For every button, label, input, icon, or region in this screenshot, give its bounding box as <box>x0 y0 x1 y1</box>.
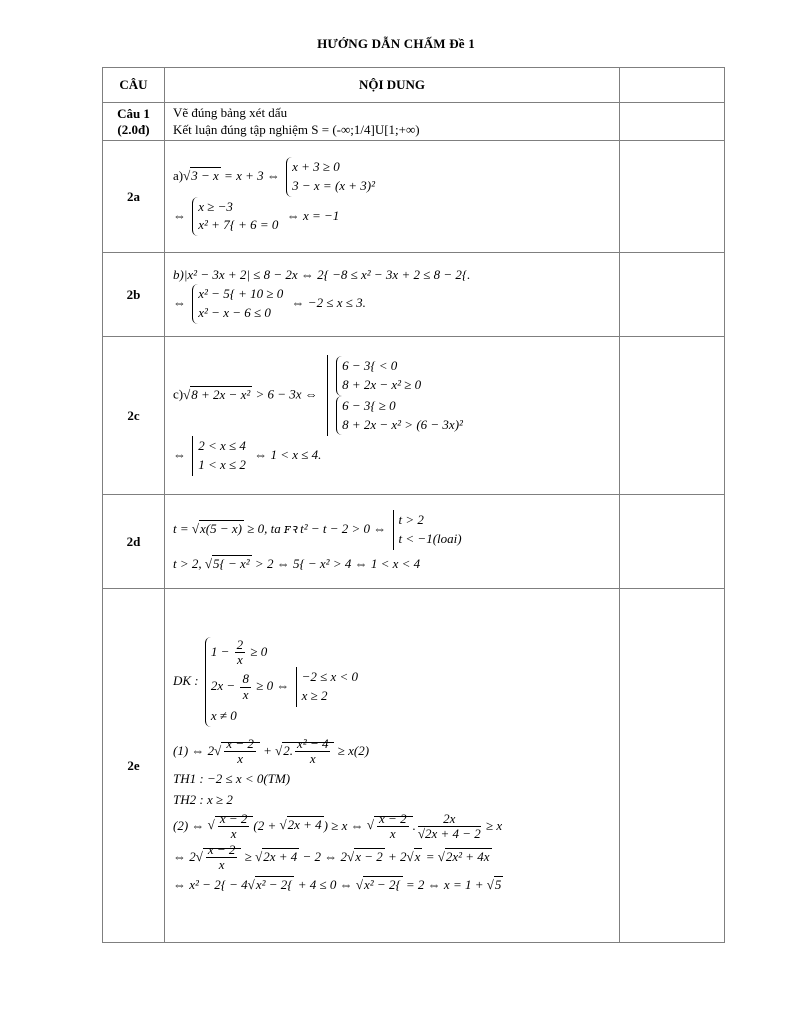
math-text: a) <box>173 167 184 183</box>
system-line: x ≠ 0 <box>210 708 237 724</box>
fraction <box>295 737 330 767</box>
equation-union <box>393 510 464 550</box>
system-line: 8 + 2x − x² > (6 − 3x)² <box>342 416 463 432</box>
math-text: ≥ x(2) <box>334 742 370 758</box>
sqrt-sign <box>407 849 414 864</box>
system-line: x ≥ 2 <box>301 688 328 704</box>
math-line: TH2 : x ≥ 2 <box>173 792 233 808</box>
math-line <box>173 436 619 476</box>
points-cell <box>620 589 725 943</box>
math-text: (2) ⇔ <box>173 817 208 833</box>
system-line <box>211 638 363 668</box>
table-row <box>103 495 725 589</box>
math-text: − 2 ⇔ 2 <box>299 848 348 864</box>
points-cell <box>620 337 725 495</box>
numerator: x − 2 <box>226 735 254 751</box>
system-line: 6 − 3{ < 0 <box>342 357 398 373</box>
radicand: x² − 2{ <box>364 876 401 892</box>
denominator: x <box>309 751 316 767</box>
denominator: x <box>389 825 396 841</box>
table-row <box>103 589 725 943</box>
radicand <box>203 842 242 873</box>
radicand <box>215 810 254 841</box>
system-line: 1 < x ≤ 2 <box>198 457 246 473</box>
math-text: + 2 <box>384 848 407 864</box>
math-text: (2 + <box>253 817 280 833</box>
math-text: ≥ 0 ⇔ <box>256 678 290 694</box>
math-text: ≥ <box>241 848 256 864</box>
denominator: x <box>218 857 225 873</box>
system-line <box>211 667 363 707</box>
content-line: Vẽ đúng bảng xét dấu <box>173 104 288 120</box>
system-line: x ≥ −3 <box>198 198 233 214</box>
math-line <box>173 737 619 767</box>
math-text: ⇔ −2 ≤ x ≤ 3. <box>291 295 366 311</box>
math-line <box>173 554 619 574</box>
table-row <box>103 337 725 495</box>
fraction <box>377 812 409 842</box>
radicand: 5{ − x² <box>213 555 250 571</box>
question-label: 2e <box>103 589 165 943</box>
fraction <box>235 638 246 668</box>
system-line: x² + 7{ + 6 = 0 <box>198 217 279 233</box>
system-line: x + 3 ≥ 0 <box>292 158 340 174</box>
sqrt-sign <box>208 817 215 832</box>
equation-system <box>205 637 365 727</box>
math-text: ⇔ 1 < x ≤ 4. <box>254 447 322 463</box>
math-text: ⇔ <box>173 207 186 223</box>
math-line <box>173 355 619 436</box>
math-text: 1 − <box>210 643 230 659</box>
math-text: ⇔ 2 <box>173 848 196 864</box>
math-text: t > 2, <box>173 555 205 571</box>
math-line: TH1 : −2 ≤ x < 0(TM) <box>173 770 291 786</box>
math-line: b)|x² − 3x + 2| ≤ 8 − 2x ⇔ 2{ −8 ≤ x² − 3x + 2 ≤ 8 − 2{. <box>173 266 471 282</box>
math-text: (1) ⇔ 2 <box>173 742 215 758</box>
equation-system <box>336 356 465 396</box>
grading-table <box>102 67 725 943</box>
question-content <box>165 589 620 943</box>
question-label: 2b <box>103 253 165 337</box>
math-text: > 6 − 3x ⇔ <box>252 386 318 402</box>
math-text: ≥ x <box>482 817 503 833</box>
radicand: x(5 − x) <box>200 520 243 536</box>
question-content <box>165 337 620 495</box>
math-text: = x + 3 ⇔ <box>220 167 280 183</box>
radicand <box>374 810 413 841</box>
math-line <box>173 875 619 895</box>
equation-union <box>327 355 470 436</box>
table-row <box>103 103 725 141</box>
fraction <box>206 843 238 873</box>
question-label <box>103 103 165 141</box>
math-line <box>173 637 619 727</box>
sqrt-sign <box>205 556 212 571</box>
equation-union <box>192 436 248 476</box>
math-line <box>173 284 619 324</box>
math-text: DK : <box>173 672 199 688</box>
sqrt-sign <box>279 817 286 832</box>
radicand: 3 − x <box>191 167 219 183</box>
system-line: −2 ≤ x < 0 <box>301 669 359 685</box>
equation-union <box>296 667 360 707</box>
points-cell <box>620 141 725 253</box>
sqrt-sign <box>367 817 374 832</box>
numerator: 8 <box>242 671 249 687</box>
math-text: t = <box>173 520 192 536</box>
sqrt-sign <box>192 521 199 536</box>
question-label: 2c <box>103 337 165 495</box>
system-line: x² − x − 6 ≤ 0 <box>198 305 271 321</box>
question-points: (2.0đ) <box>117 121 150 137</box>
system-line: 3 − x = (x + 3)² <box>292 177 376 193</box>
table-row <box>103 253 725 337</box>
equation-system <box>192 197 280 237</box>
math-text: 2. <box>283 742 294 758</box>
radicand: 2x² + 4x <box>445 848 490 864</box>
numerator: 2 <box>236 636 244 652</box>
points-cell <box>620 495 725 589</box>
content-line: Kết luận đúng tập nghiệm S = (-∞;1/4]U[1;+∞) <box>173 121 420 137</box>
radicand: x² − 2{ <box>255 876 293 892</box>
system-line: t < −1(loai) <box>398 530 462 546</box>
fraction <box>218 812 250 842</box>
sqrt-sign <box>487 877 494 892</box>
equation-system <box>286 157 377 197</box>
table-header-row <box>103 68 725 103</box>
math-text: ⇔ <box>173 447 186 463</box>
denominator: x <box>242 686 249 702</box>
radicand <box>282 735 334 767</box>
math-text: ≥ 0 <box>250 643 268 659</box>
header-question: CÂU <box>103 68 165 103</box>
math-text: + <box>259 742 276 758</box>
denominator: x <box>237 652 243 668</box>
question-label: 2d <box>103 495 165 589</box>
page-title: HƯỚNG DẪN CHẤM Đề 1 <box>317 36 475 51</box>
system-line: 8 + 2x − x² ≥ 0 <box>342 376 422 392</box>
radicand: x <box>414 848 421 864</box>
points-cell <box>620 103 725 141</box>
numerator: x − 2 <box>219 810 248 826</box>
math-text: = 2 ⇔ x = 1 + <box>402 876 487 892</box>
math-text: . <box>412 817 416 833</box>
math-text: + 4 ≤ 0 ⇔ <box>294 876 356 892</box>
radicand: 5 <box>494 876 502 892</box>
math-text: > 2 ⇔ 5{ − x² > 4 ⇔ 1 < x < 4 <box>251 555 421 571</box>
math-text: ⇔ x = −1 <box>286 207 340 223</box>
question-label: 2a <box>103 141 165 253</box>
math-line <box>173 197 619 237</box>
equation-system <box>192 284 285 324</box>
fraction <box>224 737 256 767</box>
denominator: √2x + 4 − 2 <box>417 825 481 841</box>
math-line <box>173 157 619 197</box>
math-text: = <box>422 848 438 864</box>
math-text: ⇔ x² − 2{ − 4 <box>173 876 248 892</box>
numerator: x − 2 <box>207 842 236 858</box>
math-text: 2x − <box>210 678 236 694</box>
numerator: 2x <box>418 812 481 827</box>
question-content <box>165 141 620 253</box>
sqrt-sign <box>356 877 363 892</box>
numerator: x² − 4 <box>297 735 329 751</box>
question-content <box>165 495 620 589</box>
points-cell <box>620 253 725 337</box>
radicand <box>221 735 260 767</box>
math-line <box>173 843 619 873</box>
question-content <box>165 253 620 337</box>
system-line: 6 − 3{ ≥ 0 <box>342 397 396 413</box>
radicand: 2x + 4 <box>287 817 322 833</box>
system-line: 2 < x ≤ 4 <box>198 438 246 454</box>
question-content <box>165 103 620 141</box>
sqrt-sign <box>438 849 445 864</box>
table-row <box>103 141 725 253</box>
fraction <box>418 812 481 842</box>
fraction <box>240 672 251 702</box>
radicand: 8 + 2x − x² <box>191 386 251 402</box>
header-content: NỘI DUNG <box>165 68 620 103</box>
system-line: t > 2 <box>398 511 424 527</box>
math-line <box>173 510 619 550</box>
math-text: ) ≥ x ⇔ <box>323 817 367 833</box>
math-text: ⇔ <box>173 295 186 311</box>
math-text: ≥ 0, ta ꜰꝛ t² − t − 2 > 0 ⇔ <box>244 520 387 536</box>
sqrt-sign <box>196 849 203 864</box>
equation-system <box>336 396 465 436</box>
math-text: c) <box>173 386 184 402</box>
sqrt-sign <box>248 877 255 892</box>
radicand: x − 2 <box>355 848 383 864</box>
question-number: Câu 1 <box>117 105 150 121</box>
header-points <box>620 68 725 103</box>
system-line: x² − 5{ + 10 ≥ 0 <box>198 286 284 302</box>
numerator: x − 2 <box>379 810 407 826</box>
denominator: x <box>237 751 243 767</box>
denominator: x <box>230 825 237 841</box>
radicand: 2x + 4 <box>263 848 298 864</box>
math-line <box>173 812 619 842</box>
